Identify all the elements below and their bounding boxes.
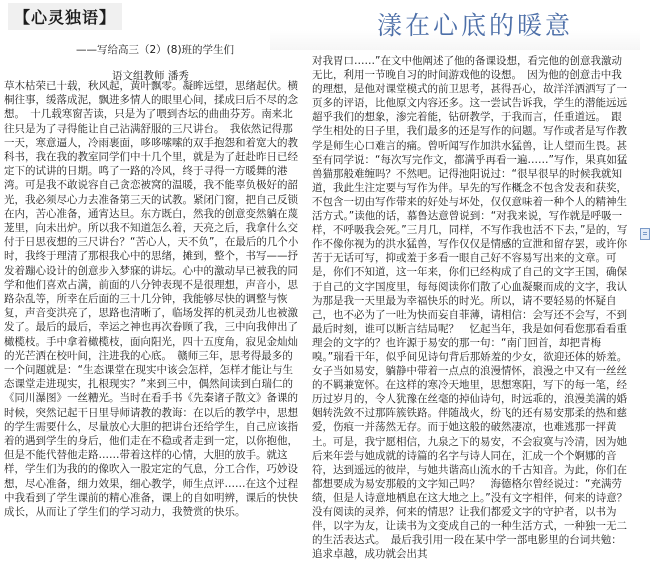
- right-column: [310, 0, 640, 561]
- document-icon[interactable]: [640, 228, 650, 240]
- left-article-text: 草木枯荣已十载，秋风起，黄叶飘零。凝眸远望，思绪起伏。横桐往事，缓落成泥，飘进多情人的眼里心间，揉成曰后不尽的念想。 十几载寒窗苦读，只是为了喂到杏坛的曲曲芬芳。南来北往只是为了寻得能让自己沾满舒服的三尺讲台。 我依然记得那一天，寒意逼人，冷雨裹面，哆哆嗦嗦的双手抱怨和着宽大的教科书，我在我的教室同学们中十几个里，就是为了赶赴昨日已经定下的试讲的日期。鸣了一路的冷风，终于寻得一方暖舞的港湾。可是我不敢说容自己贪恋被窝的温暖，我不能辜负极好的韶光，我必须尽心力去准备第三天的试教。紧闭门窗，把自己反锁在内，苦心准备，通宵达旦。东方既白，然我的创意变然躺在蔑茏里，向未出炉。所以我不知道怎么着，天亮之后，我拿什么交付于日思夜想的三尺讲台？“苦心人，天不负”，在最后的几个小时，我终于理清了那根我心中的思绪，摊到，整个，书写——抒发着蹦心设计的创意步入梦寐的讲坛。心中的激动早已被我的同学和他们喜欢占满，前面的八分钟表现不是很理想，声音小，思路杂乱等，所幸在后面的三十几分钟，我能够尽快的调整与恢复，声音变洪亮了，思路也清晰了，临场发挥的机灵劲儿也被激发了。最后的最后，幸运之神也再次眷顾了我，三中向我伸出了橄榄枝。手中拿着橄榄枝，面向阳光，四十五度角，寂见金灿灿的光芒洒在校叶间，注进我的心底。 赣师三年，思考得最多的一个问题就是：“生态课堂在现实中该会怎样，怎样才能让与生态课堂走进现实，扎根现实？”来到三中，偶然间读到白瑞仁的《同川瀑图》一丝糟光。当时在看手书《先秦诸子散文》备课的时候，突然记起干日里导师请教的教诲：在以后的教学中，思想的学生需要什么，尽量放心大胆的把讲台还给学生，自己应该指着的遇到学生的身后，他们走在不稳或者走到一定，以你抱他，但是不能代替他走路……带着这样的心情，大胆的放手。就这样，学生们为我的的像吹入一股定定的气息，分工合作，巧妙设想，尽心准备，细力效果，细心教学，师生点评……在这个过程中我看到了学生课前的精心准备，课上的自如明辨，课后的快快成长，从而让了学生们的学习动力，我赞赏的快乐。: [4, 80, 299, 519]
- right-article-text: 对我胃口……”在文中他阐述了他的备课设想，看完他的创意我激动无比，利用一节晚自习的时间游戏他的设想。 因为他的创意击中我的理想，是他对课堂模式的前卫思考，甚得吾心，故洋洋洒洒写了一页多的评语，比他原文内容还多。这一尝试告诉我，学生的潜能远远超乎我们的想象，渗完着能，钻研教学，于我而言，任重道远。 跟学生相处的日子里，我们最多的还是写作的问题。写作或者是写作教学是师生心口难言的痛。曾听闻写作加洪水猛兽，让人望而生畏。甚至有同学说：“每次写完作文，都满乎再看一遍……”写作，果真如猛兽猫那般难缠吗？不然吧。记得池阳说过：“很早很早的时候我就知道，我此生注定要与写作为伴。早先的写作概念不包含发表和获奖，不包含一切由写作带来的好处与坏处，仅仅意味着一种个人的精神生活方式。”读他的话，慕鲁达意曾说到：“对我来说，写作就是呼吸一样，不呼吸我会死。”三月几，同样，不写作我也活不下去，”是的，写作不像你视为的洪水猛兽，写作仅仅是情感的宣泄和留存罢，或许你苦于无话可写，抑或羞于多看一眼自己好不容易写出来的文章。可是，你们不知道，这一年来，你们已经构成了自己的文字王国，确保于自己的文字国度里，每每阅读你们散了心血凝聚而成的文字，我认为那是我一天里最为幸福快乐的时光。所以，请不要轻易的怀疑自己，也不必为了一吐为快而妄自菲薄，请相信：会写还不会写，不到最后时刻，谁可以断言结局呢？ 忆起当年，我是如何看您那看看重理会的文字的？也许源于易安的那一句：“南门回首，却把青梅嗅。”瑞看干年，似乎间见诗句背后那娇羞的少女，欲迎还体的娇羞。女子当如易安，躺静中带着一点点的浪漫情怀，浪漫之中又有一丝丝的不羁兼宽怀。在这样的寒冷天地里，思想寒阳，写下的每一笔，经历过岁月的，令人犹豫在丝毫的掉仙诗句，时远乖的，浪漫美满的婚姻转洗敛不过那阵簇铁路。伴随战火，纷飞的还有易安那柔的热和慈爱，伤痕一并荡然无存。而于她这般的破然凄凉，也难逃那一抨黄土。可是，我宁愿相信，九泉之下的易安，不会寂寞与冷清，因为她后来年尝与她成就的诗篇的名字与诗人同在，汇成一个个婀娜的音符，达到遥远的彼岸，与她共谐高山流水的千古知音。为此，你们在都想要成为易安那般的文字知己吗？ 海德格尔曾经说过：“充满劳绩，但是人诗意地栖息在这大地之上。”没有文字相伴，何来的诗意？没有阅读的灵养，何来的情思？让我们都爱文字的守护者，以书为伴，以字为友，让读书为文变成自己的一种生活方式，一种独一无二的生活表达式。 最后我引用一段在某中学一部电影里的台词共勉：追求卓越，成功就会出其: [312, 55, 628, 561]
- left-article-body: [4, 79, 300, 519]
- author-byline: 语文组教师 潘秀: [112, 70, 189, 82]
- article-title: 漾在心底的暖意: [376, 11, 573, 40]
- right-article-body: [312, 54, 632, 561]
- left-column: [0, 0, 303, 519]
- column-title: 【心灵独语】: [8, 3, 122, 30]
- dedication-line: ——写给高三（2）(8)班的学生们: [76, 44, 235, 56]
